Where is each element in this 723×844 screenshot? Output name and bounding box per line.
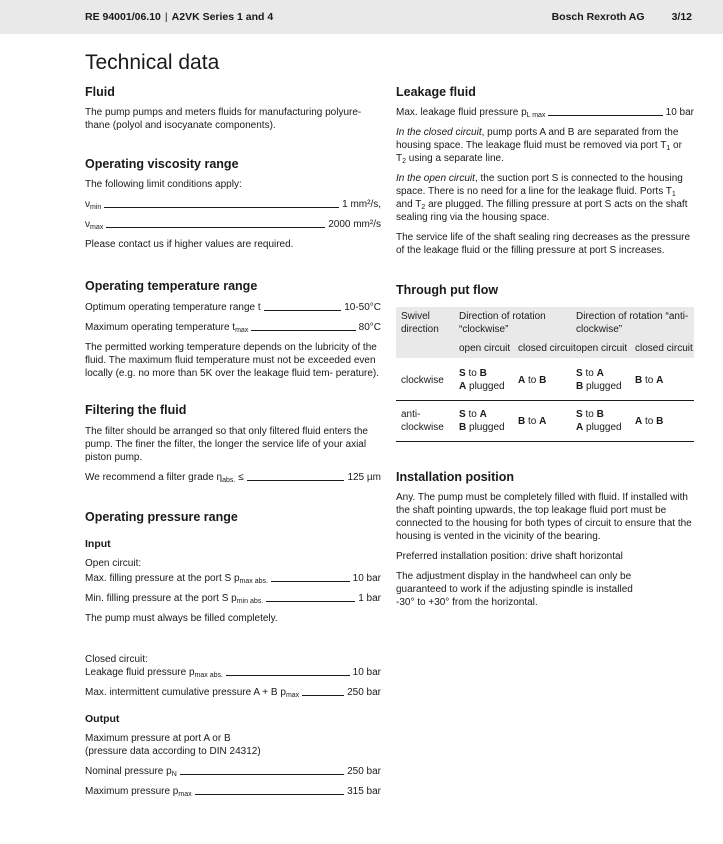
closed-circuit-text: In the closed circuit, pump ports A and B are separated from the housing space. The leakage fluid must be removed via port $T_1$ or $T_2$ using a separate line.: [396, 127, 682, 165]
swivel-cell: anti- clockwise: [401, 409, 444, 433]
fluid-section: [85, 84, 381, 132]
filter-grade-row: [85, 471, 381, 484]
preferred-position-text: Preferred installation position: drive shaft horizontal: [396, 551, 623, 562]
leakage-pressure-value: 10 bar: [352, 667, 381, 678]
service-life-text: The service life of the shaft sealing ring decreases as the pressure of the leakage fluid or the filling pressure at port S increases.: [396, 232, 691, 256]
installation-section: [396, 469, 694, 609]
pressure-heading: Operating pressure range: [85, 510, 238, 524]
vmax-label: $\nu_{max}$: [85, 219, 104, 231]
max-temp-value: 80°C: [358, 322, 381, 333]
header-left: [85, 11, 273, 23]
installation-text: Any. The pump must be completely filled with fluid. If installed with the shaft pointing upwards, the top leakage fluid port must be connected to the housing for both types of circuit to ensure that the housing is vented in the vicinity of the bearing.: [396, 492, 692, 542]
vmax-value: 2000 mm²/s: [328, 219, 381, 230]
leakage-heading: Leakage fluid: [396, 85, 476, 99]
open-circuit-text: In the open circuit, the suction port S is connected to the housing space. There is no need for a line for the leakage fluid. Ports $T_1$ and $T_2$ are plugged. The filling pressure at port S acts on the shaft sealing ring via the housing space.: [396, 173, 688, 223]
leader-line: [302, 695, 344, 696]
cw-closed-cell: B to A: [518, 415, 547, 427]
leader-line: [195, 794, 344, 795]
table-row: [396, 358, 694, 401]
acw-open-cell: S to B A plugged: [576, 409, 622, 433]
max-filling-row: [85, 572, 381, 585]
min-filling-value: 1 bar: [358, 593, 381, 604]
page-header: [0, 0, 723, 34]
left-column: [85, 84, 381, 798]
viscosity-section: [85, 156, 381, 251]
max-port-line1: Maximum pressure at port A or B: [85, 733, 231, 744]
series-name: A2VK Series 1 and 4: [171, 11, 274, 23]
cw-open-header: open circuit: [459, 336, 518, 358]
leader-line: [548, 115, 662, 116]
cw-closed-header: closed circuit: [518, 336, 576, 358]
nominal-pressure-label: Nominal pressure $p_N$: [85, 766, 177, 778]
filtering-heading: Filtering the fluid: [85, 403, 187, 417]
leader-line: [247, 480, 345, 481]
leader-line: [266, 601, 355, 602]
table-row: [396, 401, 694, 442]
leader-line: [264, 310, 342, 311]
throughput-table: [396, 307, 694, 442]
acw-open-cell: S to A B plugged: [576, 368, 622, 392]
leader-line: [251, 330, 355, 331]
filtering-section: [85, 402, 381, 484]
acw-closed-cell: B to A: [635, 374, 664, 386]
cw-open-cell: S to A B plugged: [459, 409, 505, 433]
temperature-text: The permitted working temperature depends on the lubricity of the fluid. The maximum fluid temperature must not be exceeded even locally (e.g. no more than 5K over the leakage fluid tem- perature).: [85, 342, 380, 379]
cw-open-cell: S to B A plugged: [459, 368, 505, 392]
max-temp-row: [85, 321, 381, 334]
swivel-header: Swivel direction: [396, 307, 459, 358]
output-heading: Output: [85, 713, 120, 725]
acw-header: Direction of rotation “anti-clockwise”: [576, 307, 694, 336]
min-filling-label: Min. filling pressure at the port S $p_{min abs.}$: [85, 593, 264, 605]
min-filling-row: [85, 592, 381, 605]
fluid-heading: Fluid: [85, 85, 115, 99]
filter-grade-value: 125 µm: [347, 472, 381, 483]
installation-heading: Installation position: [396, 470, 515, 484]
acw-closed-cell: A to B: [635, 415, 664, 427]
maximum-pressure-row: [85, 785, 381, 798]
leakage-max-value: 10 bar: [665, 107, 694, 118]
leakage-max-label: Max. leakage fluid pressure $p_{L max}$: [396, 107, 546, 119]
temperature-heading: Operating temperature range: [85, 279, 258, 293]
max-filling-label: Max. filling pressure at the port S $p_{max abs.}$: [85, 573, 268, 585]
leakage-max-row: [396, 106, 694, 119]
max-filling-value: 10 bar: [352, 573, 381, 584]
maximum-pressure-label: Maximum pressure $p_{max}$: [85, 786, 192, 798]
maximum-pressure-value: 315 bar: [347, 786, 381, 797]
nominal-pressure-value: 250 bar: [347, 766, 381, 777]
input-heading: Input: [85, 538, 111, 550]
adjustment-line3: -30° to +30° from the horizontal.: [396, 597, 538, 608]
filter-grade-label: We recommend a filter grade $\eta_{abs.}$ ≤: [85, 472, 244, 484]
page-number: 3/12: [671, 11, 692, 23]
max-port-line2: (pressure data according to DIN 24312): [85, 746, 261, 757]
viscosity-heading: Operating viscosity range: [85, 157, 239, 171]
pressure-section: [85, 509, 381, 798]
fluid-text: The pump pumps and meters fluids for manufacturing polyure- thane (polyol and isocyanate components).: [85, 107, 362, 131]
leader-line: [106, 227, 325, 228]
header-separator: |: [164, 11, 168, 23]
throughput-heading: Through put flow: [396, 283, 499, 297]
leakage-section: [396, 84, 694, 257]
max-temp-label: Maximum operating temperature $t_{max}$: [85, 322, 249, 334]
acw-open-header: open circuit: [576, 336, 635, 358]
leader-line: [104, 207, 339, 208]
table-header-row: [396, 307, 694, 336]
cw-header: Direction of rotation “clockwise”: [459, 307, 576, 336]
optimum-temp-row: [85, 301, 381, 314]
intermittent-pressure-row: [85, 686, 381, 699]
cw-closed-cell: A to B: [518, 374, 547, 386]
adjustment-line2: guaranteed to work if the adjusting spindle is installed: [396, 584, 633, 595]
swivel-cell: clockwise: [401, 374, 444, 386]
acw-closed-header: closed circuit: [635, 336, 694, 358]
leader-line: [226, 675, 350, 676]
nominal-pressure-row: [85, 765, 381, 778]
intermittent-pressure-value: 250 bar: [347, 687, 381, 698]
viscosity-note: Please contact us if higher values are required.: [85, 239, 294, 250]
open-circuit-label: Open circuit:: [85, 558, 142, 569]
viscosity-min-row: [85, 198, 381, 211]
optimum-temp-value: 10-50°C: [344, 302, 381, 313]
viscosity-intro: The following limit conditions apply:: [85, 179, 242, 190]
throughput-section: [396, 282, 694, 442]
vmin-value: 1 mm²/s,: [342, 199, 381, 210]
filled-note: The pump must always be filled completely.: [85, 613, 278, 624]
leakage-pressure-label: Leakage fluid pressure $p_{max abs.}$: [85, 667, 223, 679]
intermittent-pressure-label: Max. intermittent cumulative pressure A + B $p_{max}$: [85, 687, 300, 699]
leader-line: [180, 774, 344, 775]
leakage-pressure-row: [85, 666, 381, 679]
viscosity-max-row: [85, 218, 381, 231]
adjustment-line1: The adjustment display in the handwheel can only be: [396, 571, 632, 582]
temperature-section: [85, 278, 381, 380]
doc-number: RE 94001/06.10: [85, 11, 161, 23]
leader-line: [271, 581, 350, 582]
closed-circuit-label: Closed circuit:: [85, 654, 148, 665]
header-right: [552, 11, 692, 23]
page-title: Technical data: [85, 51, 220, 74]
optimum-temp-label: Optimum operating temperature range t: [85, 302, 261, 313]
right-column: [396, 84, 694, 609]
vmin-label: $\nu_{min}$: [85, 199, 102, 211]
filtering-text: The filter should be arranged so that only filtered fluid enters the pump. The finer the filter, the longer the service life of your axial piston pump.: [85, 426, 368, 463]
company-name: Bosch Rexroth AG: [551, 11, 645, 23]
